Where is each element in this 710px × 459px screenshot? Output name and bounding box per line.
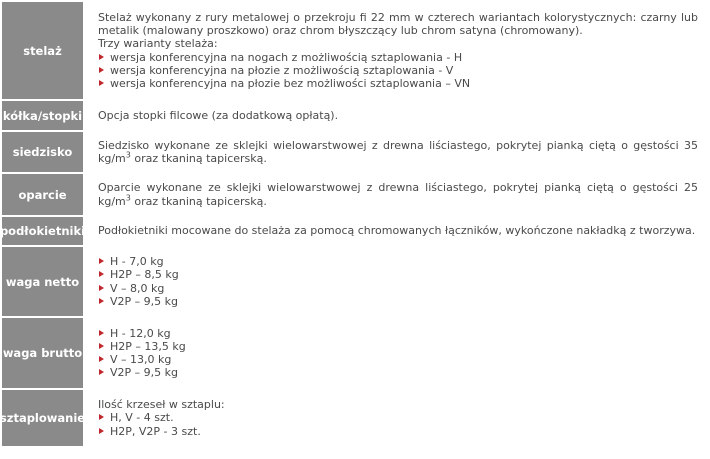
list-item: wersja konferencyjna na płozie bez możliwości sztaplowania – VN [98, 77, 698, 90]
backrest-text: Oparcie wykonane ze sklejki wielowarstwowej z drewna liściastego, pokrytej pianką ciętą o gęstości 25 $kg/m^3$ oraz tkaniną tapicerską. [98, 181, 698, 208]
content-stacking [83, 390, 708, 446]
label-net-weight: waga netto [2, 247, 83, 316]
gross-weight-list [98, 327, 698, 380]
list-item: H2P – 13,5 kg [98, 340, 698, 353]
row-seat [2, 132, 708, 172]
list-item: wersja konferencyjna na płozie z możliwością sztaplowania - V [98, 64, 698, 77]
content-backrest [83, 174, 708, 215]
label-gross-weight: waga brutto [2, 318, 83, 388]
spec-table [2, 2, 708, 448]
label-stacking: sztaplowanie [2, 390, 83, 446]
row-frame [2, 2, 708, 99]
label-wheels-feet: kółka/stopki [2, 101, 83, 130]
frame-variants-heading: Trzy warianty stelaża: [98, 37, 218, 51]
label-backrest: oparcie [2, 174, 83, 215]
row-gross-weight [2, 318, 708, 388]
list-item: H2P, V2P - 3 szt. [98, 425, 698, 438]
row-stacking [2, 390, 708, 446]
frame-description: Stelaż wykonany z rury metalowej o przekroju fi 22 mm w czterech wariantach kolorystycznych: czarny lub metalik (malowany proszkowo) oraz chrom błyszczący lub chrom satyna (chromowany). [98, 10, 698, 38]
label-armrests: podłokietniki [2, 217, 83, 245]
row-armrests [2, 217, 708, 245]
list-item: H2P – 8,5 kg [98, 268, 698, 281]
seat-text: Siedzisko wykonane ze sklejki wielowarstwowej z drewna liściastego, pokrytej pianką ciętą o gęstości 35 $kg/m^3$ oraz tkaniną tapicerską. [98, 138, 698, 165]
row-net-weight [2, 247, 708, 316]
content-wheels-feet [83, 101, 708, 130]
row-backrest [2, 174, 708, 215]
list-item: V2P – 9,5 kg [98, 295, 698, 308]
stacking-list [98, 411, 698, 437]
content-armrests [83, 217, 708, 245]
armrests-text: Podłokietniki mocowane do stelaża za pomocą chromowanych łączników, wykończone nakładką z tworzywa. [98, 224, 696, 238]
content-net-weight [83, 247, 708, 316]
frame-variants-list [98, 51, 698, 91]
wheels-feet-text: Opcja stopki filcowe (za dodatkową opłatą). [98, 108, 339, 122]
list-item: wersja konferencyjna na nogach z możliwością sztaplowania - H [98, 51, 698, 64]
net-weight-list [98, 255, 698, 308]
label-seat: siedzisko [2, 132, 83, 172]
list-item: V – 13,0 kg [98, 353, 698, 366]
list-item: H - 7,0 kg [98, 255, 698, 268]
content-seat [83, 132, 708, 172]
content-frame [83, 2, 708, 99]
list-item: V2P – 9,5 kg [98, 366, 698, 379]
list-item: H, V - 4 szt. [98, 411, 698, 424]
row-wheels-feet [2, 101, 708, 130]
stacking-heading: Ilość krzeseł w sztaplu: [98, 398, 225, 412]
list-item: H - 12,0 kg [98, 327, 698, 340]
label-frame: stelaż [2, 2, 83, 99]
content-gross-weight [83, 318, 708, 388]
list-item: V – 8,0 kg [98, 282, 698, 295]
